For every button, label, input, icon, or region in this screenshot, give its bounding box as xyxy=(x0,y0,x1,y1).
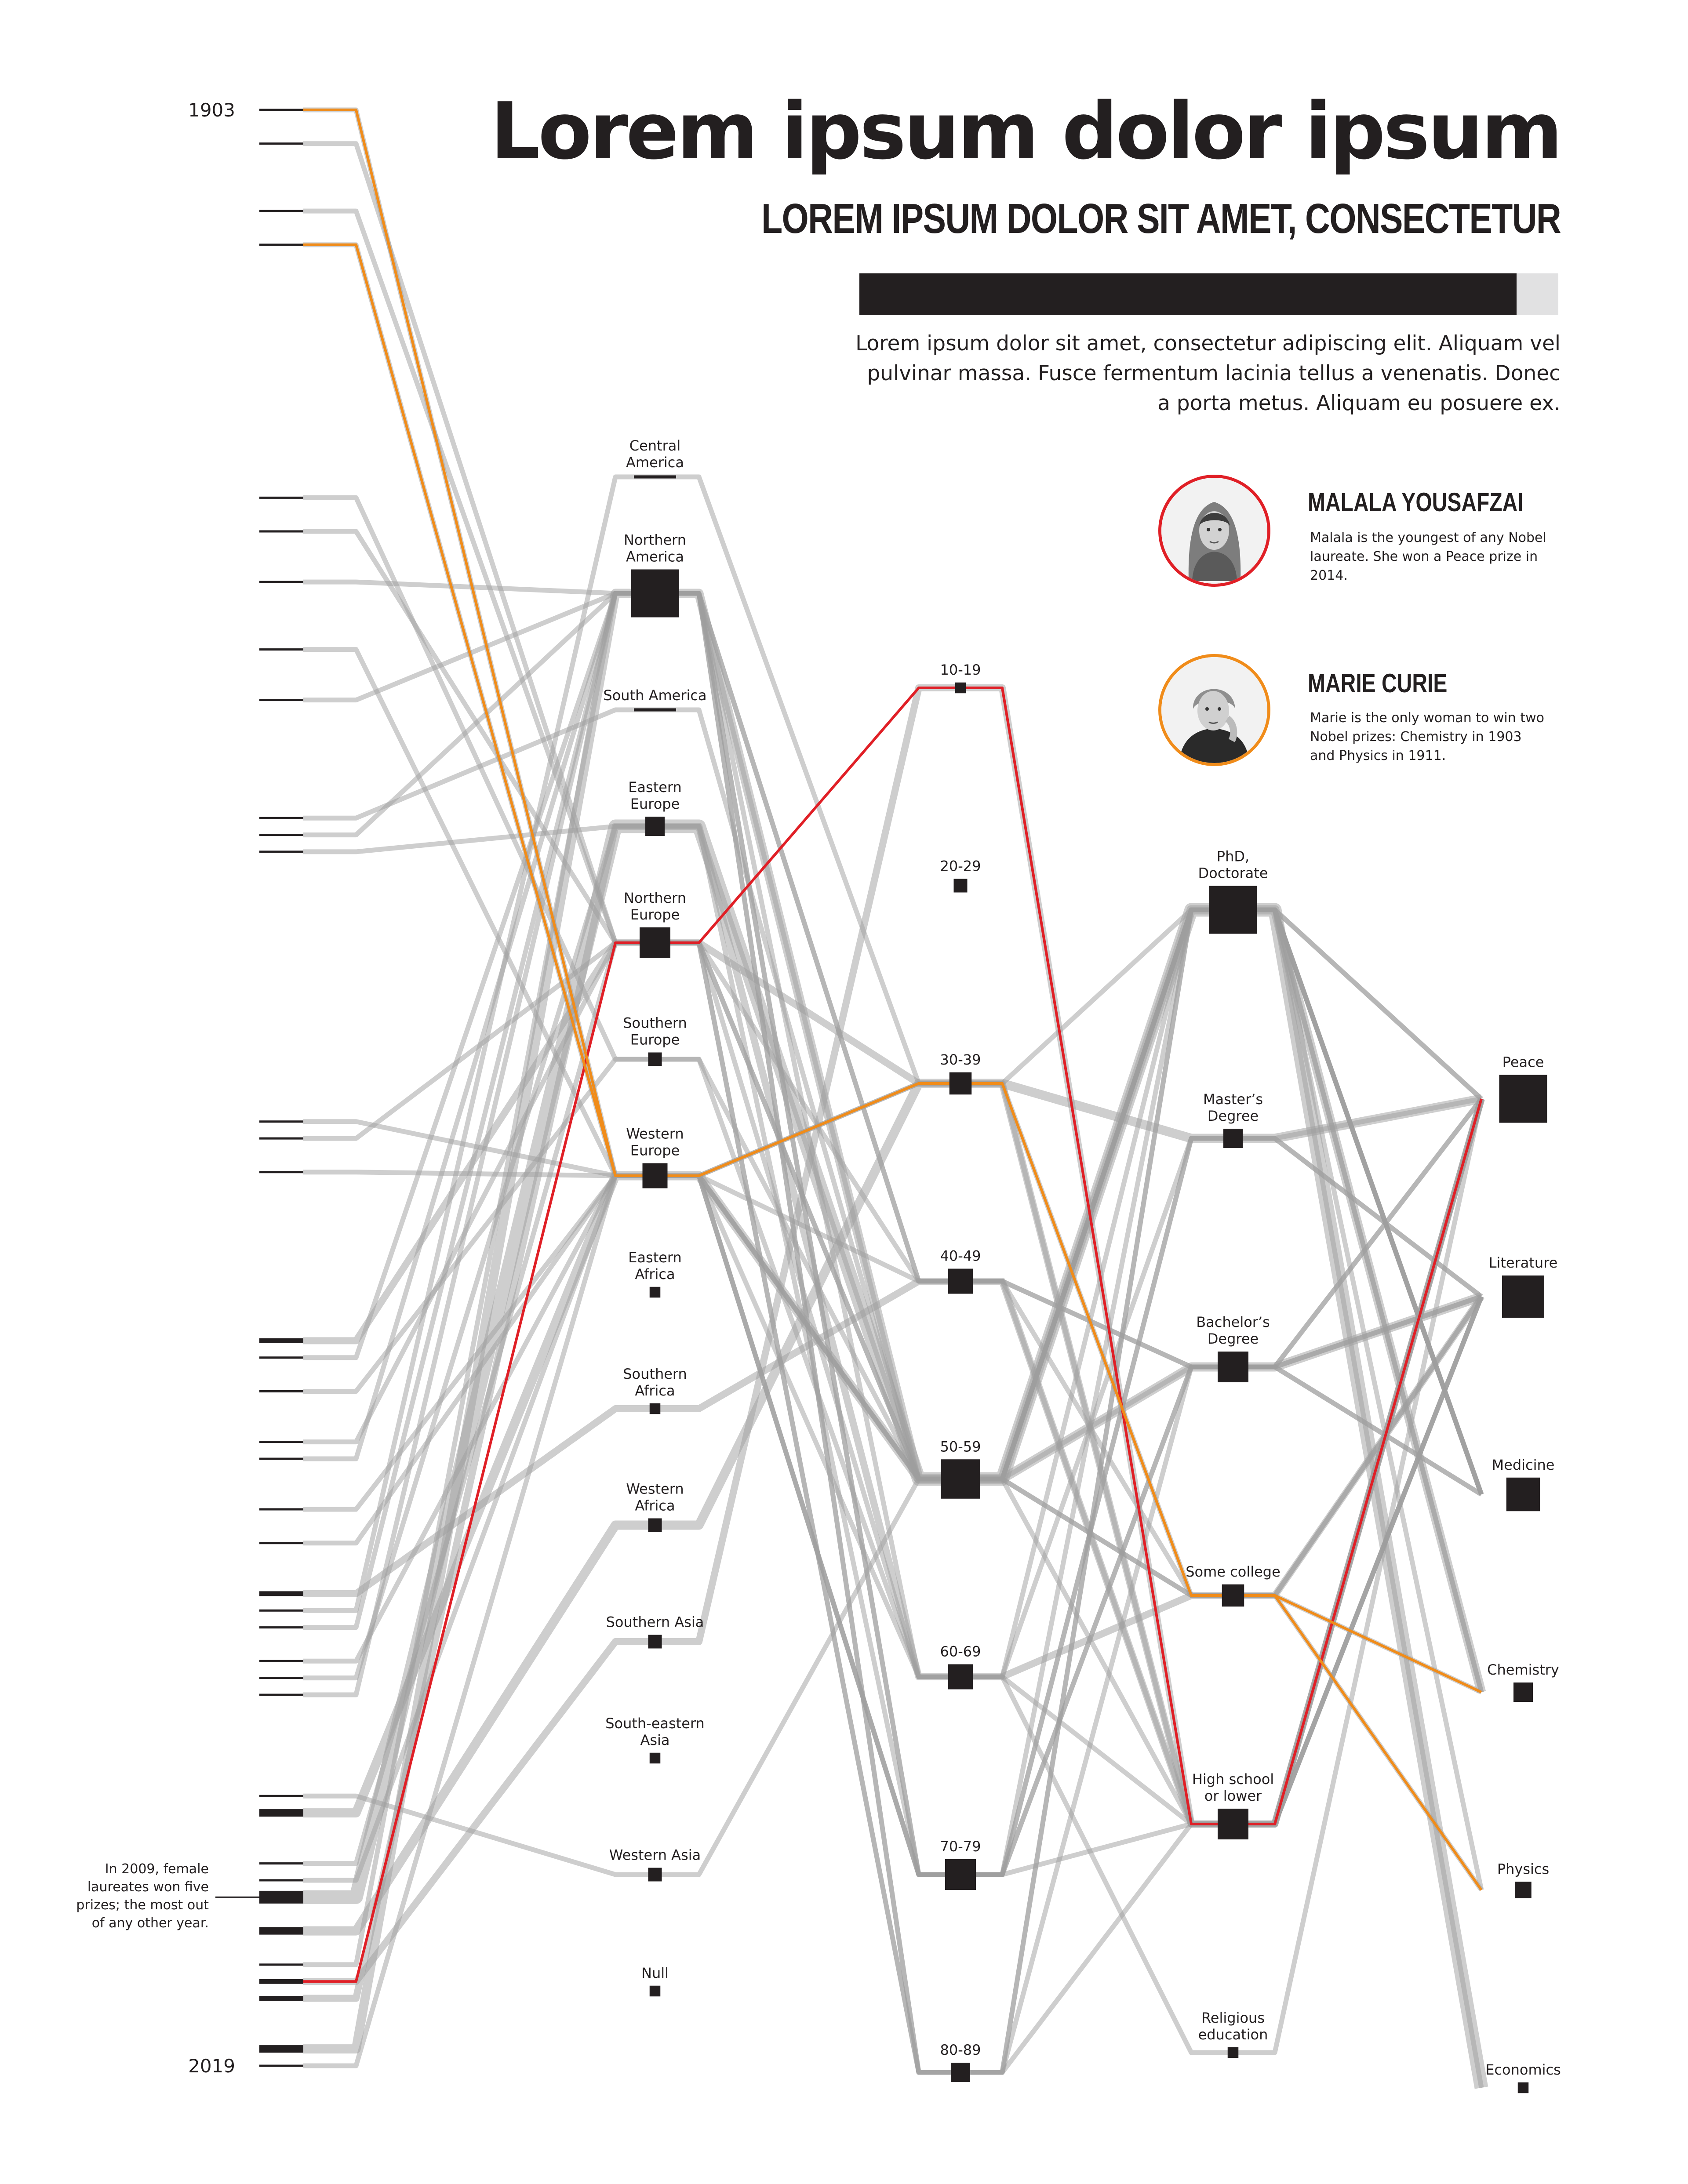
region-node-null xyxy=(650,1986,661,1997)
region-node-southern-asia xyxy=(648,1635,662,1649)
category-label-literature: Literature xyxy=(1488,1254,1558,1271)
age-label-20-29: 20-29 xyxy=(940,858,981,875)
age-label-80-89: 80-89 xyxy=(940,2042,981,2058)
profile-name: MALALA YOUSAFZAI xyxy=(1308,487,1524,517)
region-label-eastern-africa: Eastern Africa xyxy=(628,1249,682,1283)
region-label-western-asia: Western Asia xyxy=(609,1846,701,1864)
region-node-south-eastern-asia xyxy=(650,1753,661,1764)
edu-label-master-s-degree: Master’s Degree xyxy=(1203,1091,1263,1124)
progress-bar-fill xyxy=(859,273,1517,315)
age-label-50-59: 50-59 xyxy=(940,1438,981,1455)
age-node-80-89 xyxy=(951,2063,970,2082)
region-node-eastern-africa xyxy=(650,1287,661,1298)
year-label-last: 2019 xyxy=(188,2055,235,2077)
age-label-10-19: 10-19 xyxy=(940,661,981,678)
region-node-northern-europe xyxy=(640,927,670,958)
edu-label-phd-doctorate: PhD, Doctorate xyxy=(1198,848,1268,882)
region-label-eastern-europe: Eastern Europe xyxy=(628,779,682,812)
profile-name: MARIE CURIE xyxy=(1308,669,1448,698)
region-label-south-america: South America xyxy=(603,687,707,704)
category-node-chemistry xyxy=(1513,1683,1533,1702)
age-node-40-49 xyxy=(948,1269,973,1294)
region-label-southern-africa: Southern Africa xyxy=(623,1365,687,1399)
age-label-60-69: 60-69 xyxy=(940,1643,981,1660)
region-label-northern-europe: Northern Europe xyxy=(623,890,687,923)
region-label-southern-asia: Southern Asia xyxy=(606,1613,704,1631)
region-label-south-eastern-asia: South-eastern Asia xyxy=(605,1715,705,1748)
flow-1938 xyxy=(303,593,1481,1367)
region-node-western-africa xyxy=(648,1519,662,1532)
age-label-40-49: 40-49 xyxy=(940,1247,981,1265)
region-label-northern-america: Northern America xyxy=(623,531,687,565)
region-node-western-asia xyxy=(648,1868,662,1882)
age-label-30-39: 30-39 xyxy=(940,1051,981,1068)
region-node-northern-america xyxy=(631,570,679,618)
page-title: Lorem ipsum dolor ipsum xyxy=(490,86,1561,177)
progress-bar xyxy=(859,273,1558,315)
category-label-physics: Physics xyxy=(1497,1861,1550,1878)
page-description: Lorem ipsum dolor sit amet, consectetur adipiscing elit. Aliquam vel pulvinar massa. Fusce fermentum lacinia tellus a venenatis. Donec a porta metus. Aliquam eu posuere ex. xyxy=(855,331,1561,415)
annotation-2009: In 2009, female laureates won five prizes; the most out of any other year. xyxy=(76,1861,209,1931)
age-node-20-29 xyxy=(954,879,968,893)
category-label-medicine: Medicine xyxy=(1492,1456,1555,1473)
edu-node-bachelor-s-degree xyxy=(1218,1352,1248,1382)
woman-headscarf-portrait-icon xyxy=(1158,475,1270,587)
region-node-southern-europe xyxy=(648,1053,662,1066)
profile-bio: Marie is the only woman to win two Nobel prizes: Chemistry in 1903 and Physics in 1911. xyxy=(1310,710,1544,763)
flow-1911 xyxy=(303,245,1481,1692)
age-node-50-59 xyxy=(941,1459,980,1499)
region-label-central-america: Central America xyxy=(626,437,684,471)
category-node-medicine xyxy=(1506,1478,1540,1512)
edu-node-high-school-or-lower xyxy=(1218,1809,1248,1839)
category-label-economics: Economics xyxy=(1485,2061,1561,2078)
category-node-economics xyxy=(1518,2082,1529,2093)
region-node-eastern-europe xyxy=(645,817,665,836)
region-label-western-africa: Western Africa xyxy=(626,1480,684,1514)
category-node-physics xyxy=(1515,1882,1532,1898)
edu-node-master-s-degree xyxy=(1223,1129,1243,1148)
age-node-10-19 xyxy=(955,683,966,694)
region-label-southern-europe: Southern Europe xyxy=(623,1014,687,1048)
region-node-southern-africa xyxy=(650,1403,661,1414)
edu-label-some-college: Some college xyxy=(1186,1563,1281,1580)
page-subtitle: LOREM IPSUM DOLOR SIT AMET, CONSECTETUR xyxy=(761,195,1561,242)
category-node-literature xyxy=(1502,1276,1544,1318)
edu-label-high-school-or-lower: High school or lower xyxy=(1192,1771,1274,1804)
category-node-peace xyxy=(1499,1075,1547,1123)
flow-1931 xyxy=(303,582,1481,1875)
region-node-western-europe xyxy=(643,1163,668,1188)
profile-bio: Malala is the youngest of any Nobel laureate. She won a Peace prize in 2014. xyxy=(1310,530,1546,583)
category-label-peace: Peace xyxy=(1502,1054,1544,1071)
edu-node-phd-doctorate xyxy=(1209,886,1257,934)
edu-node-some-college xyxy=(1222,1584,1244,1607)
age-node-70-79 xyxy=(945,1859,976,1890)
edu-label-bachelor-s-degree: Bachelor’s Degree xyxy=(1196,1314,1270,1347)
age-label-70-79: 70-79 xyxy=(940,1838,981,1855)
region-label-western-europe: Western Europe xyxy=(626,1125,684,1159)
edu-label-religious-education: Religious education xyxy=(1198,2009,1268,2043)
woman-portrait-icon xyxy=(1158,654,1270,766)
age-node-60-69 xyxy=(948,1664,973,1690)
year-label-first: 1903 xyxy=(188,99,235,121)
age-node-30-39 xyxy=(950,1072,972,1095)
edu-node-religious-education xyxy=(1228,2047,1239,2058)
region-label-null: Null xyxy=(641,1964,669,1981)
category-label-chemistry: Chemistry xyxy=(1487,1661,1559,1678)
